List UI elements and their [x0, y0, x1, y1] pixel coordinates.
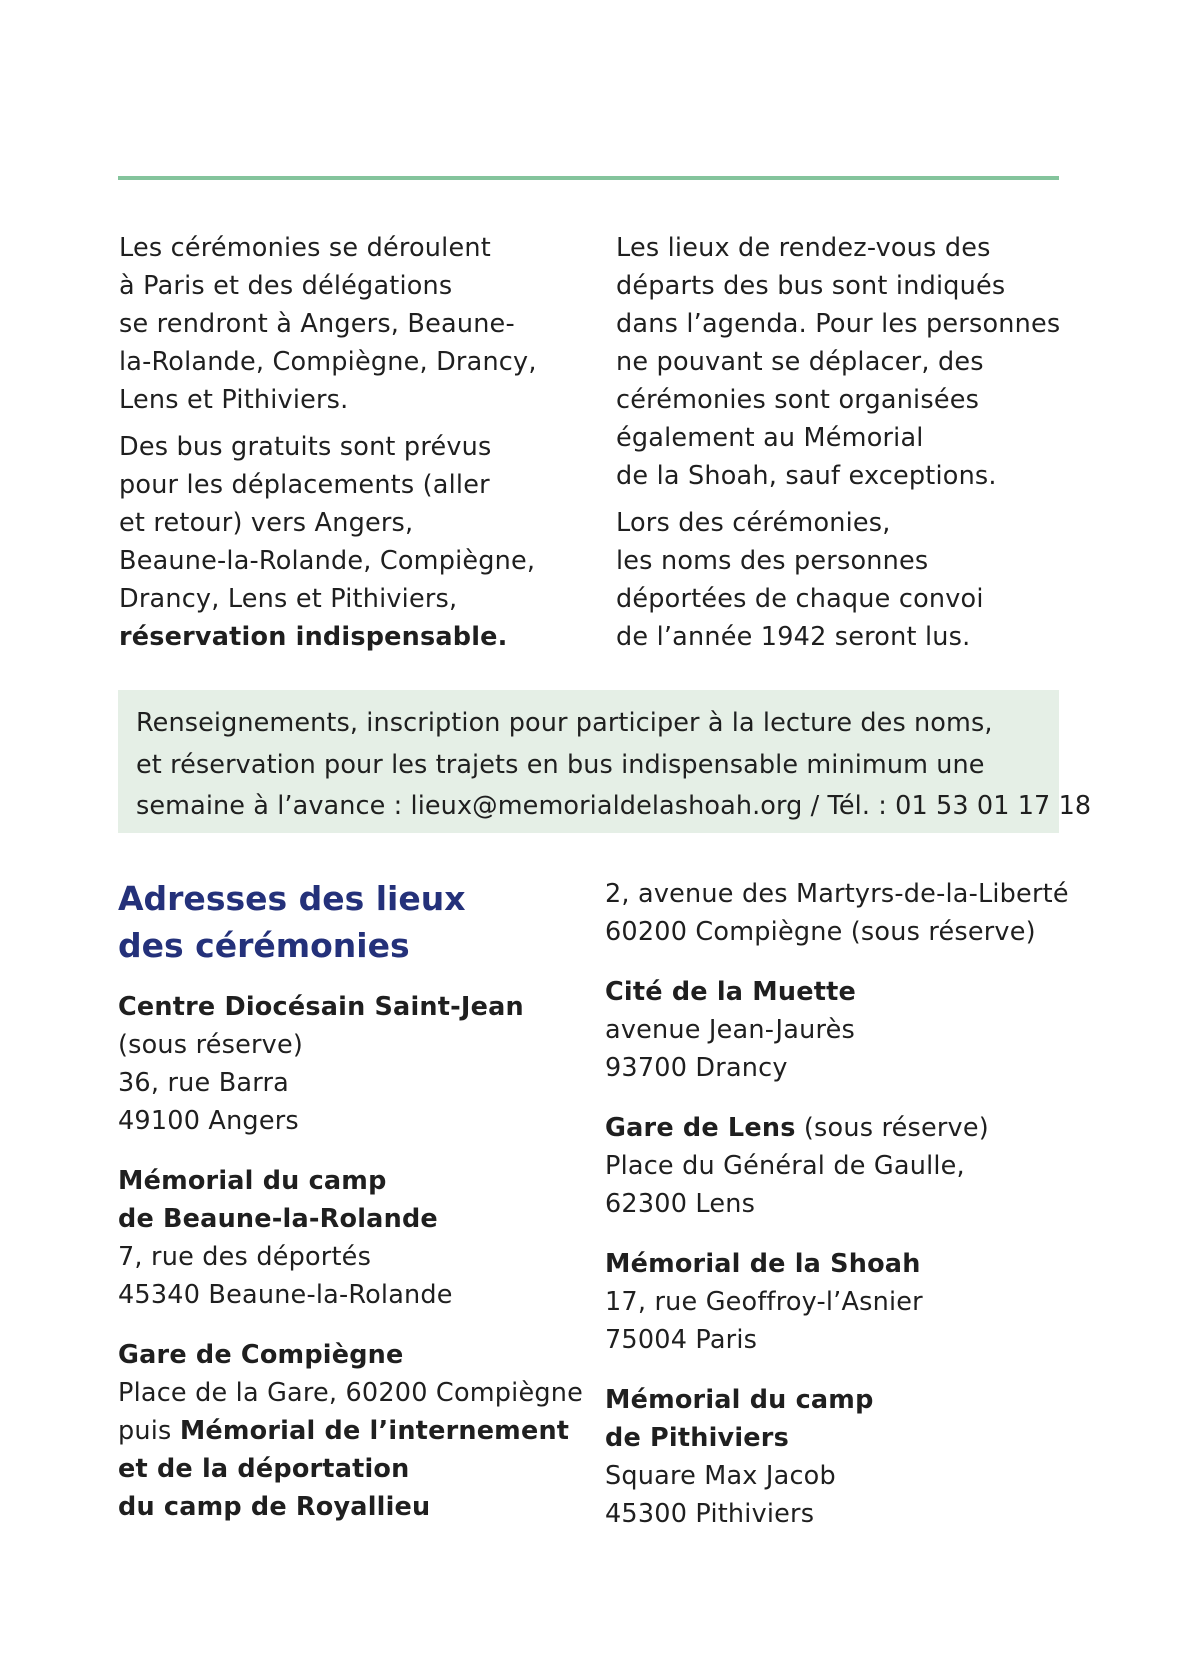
section-title-addresses: [118, 875, 466, 969]
text-line: se rendront à Angers, Beaune-: [119, 309, 515, 339]
address-entry-angers: [118, 988, 588, 1140]
info-line: Renseignements, inscription pour participer à la lecture des noms,: [136, 708, 993, 738]
intro-paragraph-buses: [119, 428, 579, 656]
text-line: de la Shoah, sauf exceptions.: [616, 461, 997, 491]
text-line: cérémonies sont organisées: [616, 385, 980, 415]
address-entry-pithiviers: [605, 1381, 1085, 1533]
text-line: Drancy, Lens et Pithiviers,: [119, 584, 458, 614]
venue-name: Gare de Compiègne: [118, 1340, 404, 1370]
text-line: départs des bus sont indiqués: [616, 271, 1006, 301]
text-line: et retour) vers Angers,: [119, 508, 414, 538]
text-line: la-Rolande, Compiègne, Drancy,: [119, 347, 537, 377]
address-line: 7, rue des déportés: [118, 1242, 372, 1272]
text-line: Lens et Pithiviers.: [119, 385, 349, 415]
intro-left-column: [119, 229, 579, 665]
address-line: Place de la Gare, 60200 Compiègne: [118, 1378, 583, 1408]
top-divider-rule: [118, 176, 1059, 180]
address-line: 36, rue Barra: [118, 1068, 289, 1098]
info-line: et réservation pour les trajets en bus indispensable minimum une: [136, 749, 985, 780]
intro-right-column: [616, 229, 1076, 665]
address-line: (sous réserve): [118, 1030, 303, 1060]
venue-name: et de la déportation: [118, 1454, 410, 1484]
venue-name: du camp de Royallieu: [118, 1492, 431, 1522]
address-line: 93700 Drancy: [605, 1053, 788, 1083]
intro-paragraph-locations: [119, 229, 579, 419]
address-line: 2, avenue des Martyrs-de-la-Liberté: [605, 879, 1069, 909]
text-line: les noms des personnes: [616, 546, 929, 576]
text-line: Les cérémonies se déroulent: [119, 233, 491, 263]
text-line: également au Mémorial: [616, 423, 924, 453]
text-line: Lors des cérémonies,: [616, 508, 891, 538]
venue-name: Mémorial du camp: [605, 1385, 874, 1415]
address-line: Square Max Jacob: [605, 1461, 836, 1491]
text-line: déportées de chaque convoi: [616, 584, 984, 614]
address-line: 49100 Angers: [118, 1106, 299, 1136]
venue-name-line: [605, 1109, 1085, 1147]
address-line: 45340 Beaune-la-Rolande: [118, 1280, 453, 1310]
text-line: Beaune-la-Rolande, Compiègne,: [119, 546, 536, 576]
address-line: Place du Général de Gaulle,: [605, 1151, 965, 1181]
then-label: puis: [118, 1416, 180, 1446]
text-line: Les lieux de rendez-vous des: [616, 233, 991, 263]
venue-name: de Beaune-la-Rolande: [118, 1204, 438, 1234]
address-entry-drancy: [605, 973, 1085, 1087]
address-entry-compiegne: [118, 1336, 588, 1526]
venue-name: Mémorial de la Shoah: [605, 1249, 921, 1279]
address-line: 62300 Lens: [605, 1189, 756, 1219]
text-line: pour les déplacements (aller: [119, 470, 490, 500]
title-line: des cérémonies: [118, 926, 410, 965]
address-line: 75004 Paris: [605, 1325, 758, 1355]
venue-name: Mémorial du camp: [118, 1166, 387, 1196]
text-line: de l’année 1942 seront lus.: [616, 622, 971, 652]
venue-name: Cité de la Muette: [605, 977, 856, 1007]
address-line: avenue Jean-Jaurès: [605, 1015, 855, 1045]
venue-name: Centre Diocésain Saint-Jean: [118, 992, 524, 1022]
text-line: Des bus gratuits sont prévus: [119, 432, 492, 462]
title-line: Adresses des lieux: [118, 879, 466, 918]
address-entry-lens: [605, 1109, 1085, 1223]
addresses-left-column: [118, 988, 588, 1548]
text-line: à Paris et des délégations: [119, 271, 453, 301]
address-entry-compiegne-continued: [605, 875, 1085, 951]
address-line: 17, rue Geoffroy-l’Asnier: [605, 1287, 923, 1317]
intro-paragraph-meeting-points: [616, 229, 1076, 495]
text-line: dans l’agenda. Pour les personnes: [616, 309, 1061, 339]
venue-name: de Pithiviers: [605, 1423, 789, 1453]
address-line: [118, 1412, 588, 1450]
venue-note: (sous réserve): [795, 1113, 989, 1143]
address-line: 60200 Compiègne (sous réserve): [605, 917, 1036, 947]
address-entry-shoah: [605, 1245, 1085, 1359]
reservation-required-note: réservation indispensable.: [119, 622, 508, 652]
info-contact-box: [118, 690, 1092, 833]
text-line: ne pouvant se déplacer, des: [616, 347, 984, 377]
venue-name: Gare de Lens: [605, 1113, 796, 1143]
info-line-contact: semaine à l’avance : lieux@memorialdelashoah.org / Tél. : 01 53 01 17 18: [136, 791, 1092, 821]
address-entry-beaune: [118, 1162, 588, 1314]
address-line: 45300 Pithiviers: [605, 1499, 815, 1529]
intro-paragraph-names-reading: [616, 504, 1076, 656]
venue-name: Mémorial de l’internement: [179, 1416, 570, 1446]
addresses-right-column: [605, 875, 1085, 1555]
